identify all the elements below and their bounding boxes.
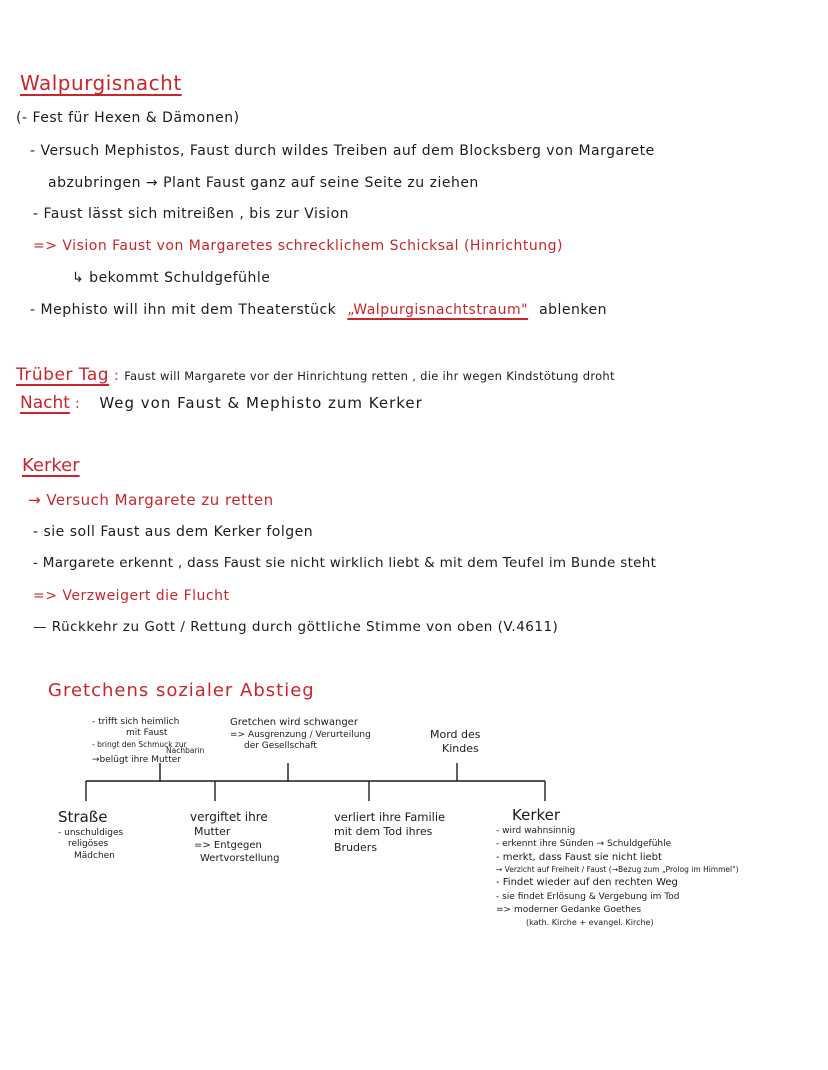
stage-title: Kerker bbox=[512, 806, 561, 824]
top-note-1 bbox=[92, 717, 204, 767]
stage-strasse bbox=[58, 808, 123, 863]
walpurgisnacht-line-3: - Faust lässt sich mitreißen , bis zur Vision bbox=[33, 206, 350, 222]
kerker-line-3: - Margarete erkennt , dass Faust sie nicht wirklich liebt & mit dem Teufel im Bunde steht bbox=[33, 555, 657, 571]
top-note-2 bbox=[230, 717, 371, 752]
kerker-line-5: — Rückkehr zu Gott / Rettung durch göttliche Stimme von oben (V.4611) bbox=[33, 619, 559, 635]
stage-line: Mädchen bbox=[74, 851, 115, 862]
top-note-1-line: - bringt den Schmuck zur bbox=[92, 739, 187, 749]
trueber-tag-label: Trüber Tag bbox=[16, 365, 110, 385]
top-note-2-line: Gretchen wird schwanger bbox=[230, 717, 358, 728]
kerker-heading: Kerker bbox=[22, 455, 80, 476]
stage-line: => Entgegen bbox=[194, 840, 262, 852]
stage-line: Wertvorstellung bbox=[200, 853, 280, 865]
top-note-1-line: mit Faust bbox=[126, 728, 168, 739]
top-note-2-line: => Ausgrenzung / Verurteilung bbox=[230, 729, 371, 740]
stage-line: (kath. Kirche + evangel. Kirche) bbox=[526, 917, 654, 927]
stage-line: Bruders bbox=[334, 840, 378, 854]
top-note-3-line: Kindes bbox=[442, 741, 479, 755]
stage-line: => moderner Gedanke Goethes bbox=[496, 904, 642, 915]
stage-line: → Verzicht auf Freiheit / Faust (→Bezug zum „Prolog im Himmel") bbox=[496, 865, 739, 875]
stage-verliert bbox=[334, 810, 445, 855]
stage-line: mit dem Tod ihres bbox=[334, 825, 433, 839]
walpurgisnacht-line-2: abzubringen → Plant Faust ganz auf seine Seite zu ziehen bbox=[48, 175, 479, 191]
trueber-tag-sep: : bbox=[114, 368, 120, 384]
kerker-line-1: → Versuch Margarete zu retten bbox=[28, 491, 274, 509]
stage-vergiftet bbox=[190, 810, 280, 865]
stage-line: Mutter bbox=[194, 825, 231, 838]
top-note-3 bbox=[430, 728, 481, 756]
stage-line: - wird wahnsinnig bbox=[496, 825, 576, 836]
stage-title: vergiftet ihre bbox=[190, 810, 268, 824]
stage-line: - merkt, dass Faust sie nicht liebt bbox=[496, 851, 662, 863]
top-note-1-line: - trifft sich heimlich bbox=[92, 717, 180, 727]
top-note-2-line: der Gesellschaft bbox=[244, 740, 317, 751]
trueber-tag-text: Faust will Margarete vor der Hinrichtung retten , die ihr wegen Kindstötung droht bbox=[124, 369, 615, 383]
walpurgisnacht-line-6-post: ablenken bbox=[539, 302, 607, 318]
nacht-label: Nacht bbox=[20, 393, 70, 413]
walpurgisnacht-line-4: => Vision Faust von Margaretes schrecklichem Schicksal (Hinrichtung) bbox=[33, 238, 564, 254]
walpurgisnachtstraum-title: „Walpurgisnachtstraum" bbox=[347, 302, 529, 318]
nacht-sep: : bbox=[75, 396, 81, 412]
stage-kerker bbox=[496, 806, 739, 928]
kerker-line-2: - sie soll Faust aus dem Kerker folgen bbox=[33, 524, 314, 540]
stage-line: - Findet wieder auf den rechten Weg bbox=[496, 877, 678, 889]
walpurgisnacht-subtitle: (- Fest für Hexen & Dämonen) bbox=[16, 110, 240, 126]
diagram-title: Gretchens sozialer Abstieg bbox=[48, 680, 315, 701]
top-note-1-line: →belügt ihre Mutter bbox=[92, 755, 181, 766]
stage-title: Straße bbox=[58, 808, 108, 826]
walpurgisnacht-line-1: - Versuch Mephistos, Faust durch wildes Treiben auf dem Blocksberg von Margarete bbox=[30, 143, 655, 159]
walpurgisnacht-line-5: ↳ bekommt Schuldgefühle bbox=[72, 270, 271, 286]
stage-title: verliert ihre Familie bbox=[334, 810, 446, 824]
top-note-3-line: Mord des bbox=[430, 728, 481, 741]
top-note-1-line: Nachbarin bbox=[166, 745, 205, 755]
stage-line: - sie findet Erlösung & Vergebung im Tod bbox=[496, 891, 680, 902]
kerker-line-4: => Verzweigert die Flucht bbox=[33, 588, 230, 604]
stage-line: - unschuldiges bbox=[58, 827, 124, 838]
walpurgisnacht-heading: Walpurgisnacht bbox=[20, 71, 182, 95]
nacht-text: Weg von Faust & Mephisto zum Kerker bbox=[99, 394, 423, 412]
stage-line: - erkennt ihre Sünden → Schuldgefühle bbox=[496, 838, 672, 849]
stage-line: religöses bbox=[68, 839, 109, 850]
walpurgisnacht-line-6-pre: - Mephisto will ihn mit dem Theaterstück bbox=[30, 302, 337, 318]
